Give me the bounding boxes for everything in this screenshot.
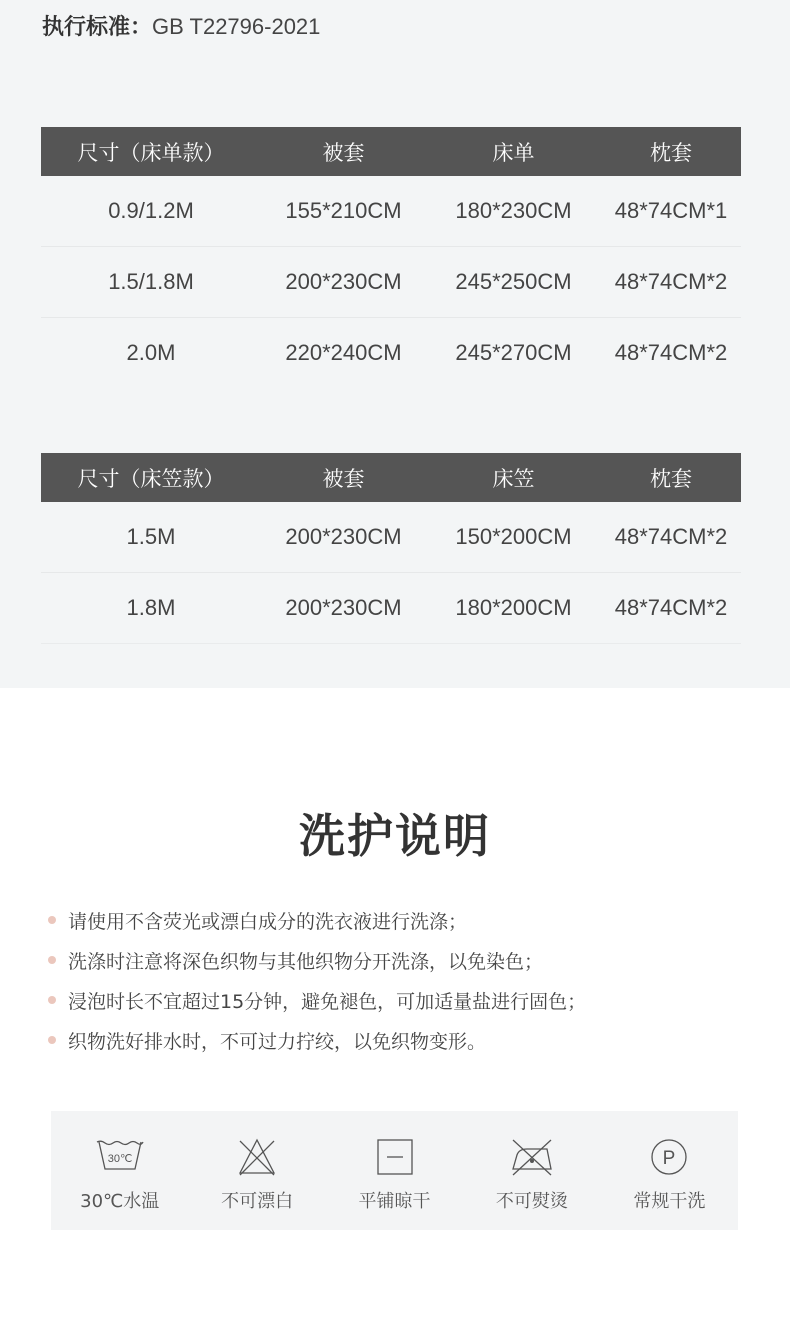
- cell-sheet: 245*270CM: [455, 340, 572, 365]
- cell-pillowcase: 48*74CM*2: [614, 340, 728, 365]
- cell-duvet: 200*230CM: [285, 269, 402, 294]
- table-header: [41, 127, 741, 176]
- header-duvet: 被套: [322, 466, 365, 491]
- cell-size: 1.5/1.8M: [108, 269, 194, 294]
- standard-line: [42, 10, 320, 41]
- list-item: [48, 940, 586, 980]
- cell-size: 0.9/1.2M: [108, 198, 194, 223]
- cell-size: 1.8M: [126, 595, 176, 620]
- dry-flat-shade-icon: [370, 1137, 420, 1177]
- table-row: [41, 318, 741, 388]
- care-symbol-no-iron: [463, 1111, 600, 1230]
- symbol-label: 30℃水温: [80, 1191, 160, 1212]
- care-text: 浸泡时长不宜超过15分钟，避免褪色，可加适量盐进行固色；: [68, 990, 587, 1013]
- cell-pillowcase: 48*74CM*2: [614, 595, 728, 620]
- bullet-dot: [48, 1036, 56, 1044]
- care-text: 织物洗好排水时，不可过力拧绞，以免织物变形。: [68, 1030, 487, 1053]
- bed-sheet-size-table: [41, 127, 741, 388]
- symbol-label: 常规干洗: [633, 1191, 706, 1212]
- no-iron-icon: [507, 1137, 557, 1177]
- list-item: [48, 900, 586, 940]
- care-instructions-list: [48, 900, 586, 1060]
- care-text: 洗涤时注意将深色织物与其他织物分开洗涤，以免染色；: [68, 950, 544, 973]
- header-size: 尺寸（床笠款）: [77, 466, 225, 491]
- dry-clean-letter: P: [662, 1148, 676, 1169]
- wash-temp-text: 30℃: [107, 1153, 132, 1165]
- cell-sheet: 180*230CM: [455, 198, 572, 223]
- cell-pillowcase: 48*74CM*2: [614, 524, 728, 549]
- table-row: [41, 247, 741, 318]
- cell-fitted-sheet: 180*200CM: [455, 595, 572, 620]
- list-item: [48, 980, 586, 1020]
- table-row: [41, 502, 741, 573]
- care-symbol-dry-flat: [326, 1111, 463, 1230]
- care-symbols-bar: [51, 1111, 738, 1230]
- cell-duvet: 155*210CM: [285, 198, 402, 223]
- symbol-label: 不可漂白: [221, 1191, 294, 1212]
- symbol-label: 不可熨烫: [495, 1191, 568, 1212]
- header-size: 尺寸（床单款）: [77, 140, 225, 165]
- header-sheet: 床单: [492, 140, 535, 165]
- cell-pillowcase: 48*74CM*1: [614, 198, 728, 223]
- fitted-sheet-size-table: [41, 453, 741, 644]
- bullet-dot: [48, 996, 56, 1004]
- standard-value: GB T22796-2021: [152, 14, 321, 39]
- cell-duvet: 220*240CM: [285, 340, 402, 365]
- header-duvet: 被套: [322, 140, 365, 165]
- care-title: 洗护说明: [299, 809, 491, 863]
- list-item: [48, 1020, 586, 1060]
- cell-fitted-sheet: 150*200CM: [455, 524, 572, 549]
- care-symbol-dry-clean: [601, 1111, 738, 1230]
- header-fitted-sheet: 床笠: [492, 466, 535, 491]
- care-symbol-wash: [51, 1111, 188, 1230]
- wash-30c-icon: [95, 1137, 145, 1177]
- cell-size: 2.0M: [126, 340, 176, 365]
- table-row: [41, 176, 741, 247]
- cell-duvet: 200*230CM: [285, 524, 402, 549]
- care-symbol-no-bleach: [188, 1111, 325, 1230]
- cell-duvet: 200*230CM: [285, 595, 402, 620]
- no-bleach-icon: [232, 1137, 282, 1177]
- dry-clean-p-icon: [644, 1137, 694, 1177]
- table-row: [41, 573, 741, 644]
- header-pillowcase: 枕套: [650, 140, 692, 165]
- bullet-dot: [48, 916, 56, 924]
- cell-sheet: 245*250CM: [455, 269, 572, 294]
- table-header: [41, 453, 741, 502]
- symbol-label: 平铺晾干: [358, 1191, 431, 1212]
- header-pillowcase: 枕套: [650, 466, 692, 491]
- standard-label: 执行标准：: [42, 15, 153, 40]
- care-text: 请使用不含荧光或漂白成分的洗衣液进行洗涤；: [68, 910, 468, 933]
- cell-pillowcase: 48*74CM*2: [614, 269, 728, 294]
- cell-size: 1.5M: [126, 524, 176, 549]
- bullet-dot: [48, 956, 56, 964]
